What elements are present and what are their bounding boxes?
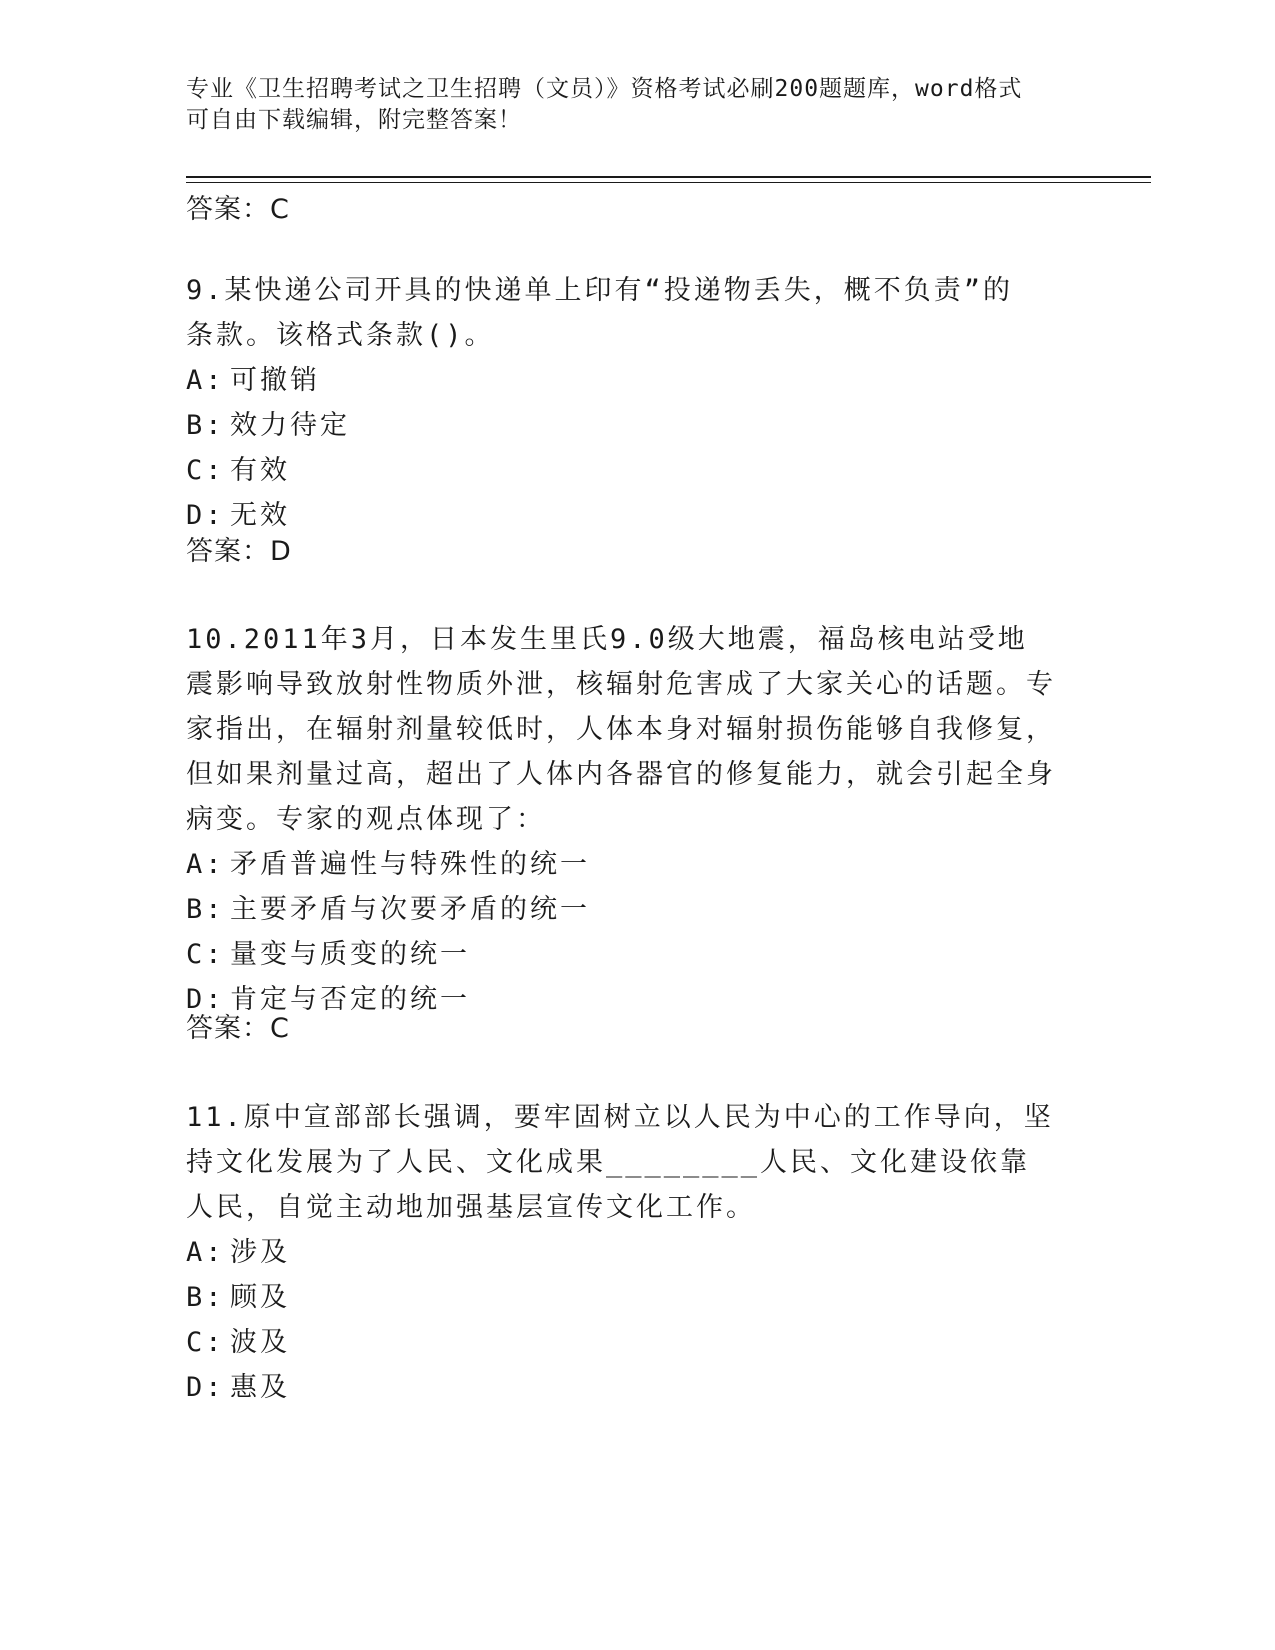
option-d: D: 肯定与否定的统一 xyxy=(186,984,470,1015)
answer-10: 答案：C xyxy=(186,1013,290,1044)
option-d: D: 无效 xyxy=(186,500,290,531)
option-c: C: 量变与质变的统一 xyxy=(186,939,470,970)
option-c: C: 波及 xyxy=(186,1327,290,1358)
answer-9: 答案：D xyxy=(186,536,292,567)
question-stem: 9.某快递公司开具的快递单上印有“投递物丢失，概不负责”的条款。该格式条款()。 xyxy=(186,275,1014,351)
header-divider-thin xyxy=(186,182,1151,183)
header-line-2: 可自由下载编辑，附完整答案！ xyxy=(186,107,522,133)
question-9 xyxy=(186,268,1031,538)
option-c: C: 有效 xyxy=(186,455,290,486)
option-b: B: 顾及 xyxy=(186,1282,290,1313)
prev-answer: 答案：C xyxy=(186,194,290,225)
header-divider-thick xyxy=(186,176,1151,178)
option-b: B: 效力待定 xyxy=(186,410,350,441)
question-stem: 10.2011年3月，日本发生里氏9.0级大地震，福岛核电站受地震影响导致放射性物质外泄，核辐射危害成了大家关心的话题。专家指出，在辐射剂量较低时，人体本身对辐射损伤能够自我修复，但如果剂量过高，超出了人体内各器官的修复能力，就会引起全身病变。专家的观点体现了： xyxy=(186,624,1056,835)
question-10 xyxy=(186,617,1056,1022)
option-a: A: 矛盾普遍性与特殊性的统一 xyxy=(186,849,590,880)
header-line-1: 专业《卫生招聘考试之卫生招聘（文员）》资格考试必刷200题题库，word格式 xyxy=(186,76,1023,102)
option-a: A: 涉及 xyxy=(186,1237,290,1268)
question-11 xyxy=(186,1095,1056,1410)
question-stem: 11.原中宣部部长强调，要牢固树立以人民为中心的工作导向，坚持文化发展为了人民、文化成果________人民、文化建设依靠人民，自觉主动地加强基层宣传文化工作。 xyxy=(186,1102,1054,1223)
document-header xyxy=(186,74,1066,136)
option-b: B: 主要矛盾与次要矛盾的统一 xyxy=(186,894,590,925)
option-a: A: 可撤销 xyxy=(186,365,320,396)
option-d: D: 惠及 xyxy=(186,1372,290,1403)
